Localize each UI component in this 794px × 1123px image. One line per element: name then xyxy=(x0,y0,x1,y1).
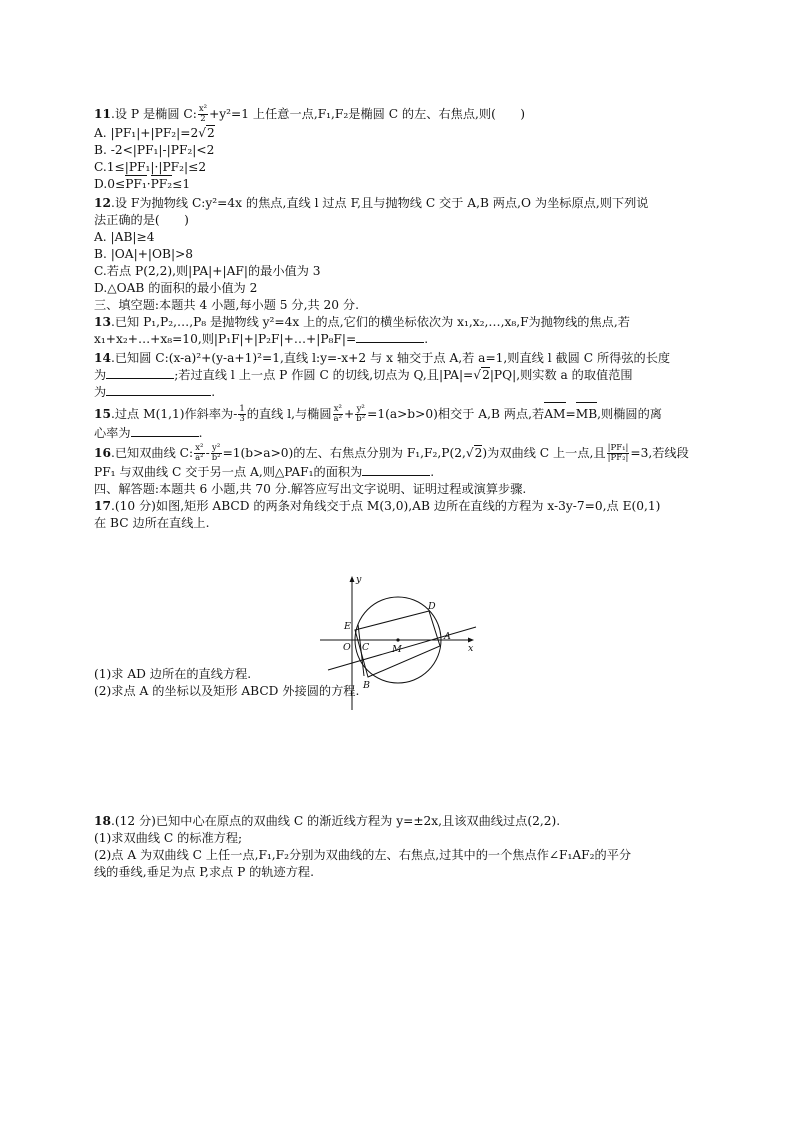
q12-stem-1 xyxy=(94,195,714,212)
q16-d: =3,若线段 xyxy=(630,446,689,460)
q17-line-2: 在 BC 边所在直线上. xyxy=(94,516,210,530)
q14-line-3 xyxy=(94,384,714,401)
q11-frac-den: 2 xyxy=(200,114,206,124)
q11-stem xyxy=(94,103,714,125)
q16-y-fraction xyxy=(211,444,222,463)
q17-line-1 xyxy=(94,498,714,515)
q14-l3a: 为 xyxy=(94,385,107,399)
q17-figure xyxy=(318,572,478,712)
q15-c: =1(a>b>0)相交于 A,B 两点,若 xyxy=(367,407,545,421)
answer-space xyxy=(94,700,714,813)
q16-f2d: b² xyxy=(211,453,221,463)
q14-number: 14 xyxy=(94,351,111,365)
q16-f3n: |PF₁| xyxy=(607,443,629,453)
q13-number: 13 xyxy=(94,315,111,329)
q11-option-c: C.1≤|PF₁|·|PF₂|≤2 xyxy=(94,160,207,174)
q14-line-1-text: .已知圆 C:(x-a)²+(y-a+1)²=1,直线 l:y=-x+2 与 x 轴交于点 A,若 a=1,则直线 l 截圆 C 所得弦的长度 xyxy=(110,351,671,365)
q16-sqrt: 2 xyxy=(474,446,483,460)
q14-l2b: ;若过直线 l 上一点 P 作圆 C 的切线,切点为 Q,且|PA|= xyxy=(174,368,474,382)
q12-stem-2: 法正确的是( ) xyxy=(94,213,189,227)
label-o: O xyxy=(343,642,351,653)
q16-a: .已知双曲线 C: xyxy=(110,446,194,460)
q16-b: =1(b>a>0)的左、右焦点分别为 F₁,F₂,P(2, xyxy=(222,446,466,460)
q14-line-1 xyxy=(94,350,714,367)
q16-answer-blank[interactable] xyxy=(362,464,430,476)
q15-eq: = xyxy=(565,407,576,421)
q13-answer-blank[interactable] xyxy=(356,331,424,343)
label-y: y xyxy=(356,574,362,585)
label-x: x xyxy=(468,643,474,654)
q11-option-d-b: ≤1 xyxy=(172,177,191,191)
q15-vector-am: AM xyxy=(544,403,565,425)
q11-option-d xyxy=(94,176,714,193)
label-d: D xyxy=(428,601,436,612)
q15-end: . xyxy=(198,426,203,440)
q15-plus: + xyxy=(344,407,355,421)
q18-part-2-cont: 线的垂线,垂足为点 P,求点 P 的轨迹方程. xyxy=(94,865,314,879)
q11-dot: · xyxy=(146,177,151,191)
y-axis-arrow xyxy=(350,576,355,582)
q16-f3d: |PF₂| xyxy=(607,453,629,463)
section-3-heading: 三、填空题:本题共 4 小题,每小题 5 分,共 20 分. xyxy=(94,298,359,312)
q13-line-1-text: .已知 P₁,P₂,…,P₈ 是抛物线 y²=4x 上的点,它们的横坐标依次为 x₁,x₂,…,x₈,F为抛物线的焦点,若 xyxy=(110,315,630,329)
q18-number: 18 xyxy=(94,814,111,828)
q11-vector-pf2: PF₂ xyxy=(150,177,173,191)
q15-f2n: x² xyxy=(333,404,342,414)
q18-l1: .(12 分)已知中心在原点的双曲线 C 的渐近线方程为 y=±2x,且该双曲线过点(2,2). xyxy=(110,814,561,828)
section-4-heading: 四、解答题:本题共 6 小题,共 70 分.解答应写出文字说明、证明过程或演算步骤. xyxy=(94,482,527,496)
q12-number: 12 xyxy=(94,196,111,210)
q15-line-2 xyxy=(94,425,714,442)
q15-vector-mb: MB xyxy=(576,403,597,425)
q15-slope-fraction xyxy=(238,405,245,424)
q16-f1d: a² xyxy=(195,453,204,463)
q15-ellipse-y-fraction xyxy=(355,405,366,424)
label-m: M xyxy=(392,644,402,655)
q14-answer-blank-2[interactable] xyxy=(106,384,211,396)
q16-l2: PF₁ 与双曲线 C 交于另一点 A,则△PAF₁的面积为 xyxy=(94,465,363,479)
q16-line-2 xyxy=(94,464,714,481)
q16-c: )为双曲线 C 上一点,且 xyxy=(482,446,606,460)
q16-ratio-fraction xyxy=(607,444,630,463)
q15-d: ,则椭圆的离 xyxy=(597,407,662,421)
q17-number: 17 xyxy=(94,499,111,513)
q17-l1: .(10 分)如图,矩形 ABCD 的两条对角线交于点 M(3,0),AB 边所在直线的方程为 x-3y-7=0,点 E(0,1) xyxy=(110,499,661,513)
label-a: A xyxy=(444,631,451,642)
q14-sqrt: 2 xyxy=(482,368,490,382)
q12-option-d: D.△OAB 的面积的最小值为 2 xyxy=(94,281,258,295)
q14-l2c: |PQ|,则实数 a 的取值范围 xyxy=(489,368,633,382)
q11-option-b: B. -2<|PF₁|-|PF₂|<2 xyxy=(94,143,215,157)
q16-end: . xyxy=(430,465,435,479)
q15-f3n: y² xyxy=(356,404,365,414)
q17-part-1: (1)求 AD 边所在的直线方程. xyxy=(94,667,252,681)
q15-f2d: a² xyxy=(333,414,343,424)
q11-frac-num: x² xyxy=(198,104,208,114)
q15-ellipse-x-fraction xyxy=(333,405,343,424)
q14-l3b: . xyxy=(211,385,216,399)
q16-x-fraction xyxy=(194,444,204,463)
q13-line-1 xyxy=(94,314,714,331)
label-c: C xyxy=(362,642,370,653)
q17-part-2: (2)求点 A 的坐标以及矩形 ABCD 外接圆的方程. xyxy=(94,684,360,698)
q13-line-2-text: x₁+x₂+…+x₈=10,则|P₁F|+|P₂F|+…+|P₈F|= xyxy=(94,332,357,346)
label-b: B xyxy=(363,680,370,691)
q14-l2a: 为 xyxy=(94,368,107,382)
q11-fraction xyxy=(198,105,208,124)
q11-option-a-sqrt: 2 xyxy=(207,126,215,140)
q15-number: 15 xyxy=(94,407,111,421)
q15-answer-blank[interactable] xyxy=(131,425,199,437)
q18-part-1: (1)求双曲线 C 的标准方程; xyxy=(94,831,243,845)
q15-line-1 xyxy=(94,403,714,425)
label-e: E xyxy=(344,621,351,632)
q15-l2: 心率为 xyxy=(94,426,131,440)
q15-f1d: 3 xyxy=(239,414,245,424)
q18-part-2: (2)点 A 为双曲线 C 上任一点,F₁,F₂分别为双曲线的左、右焦点,过其中的一个焦点作∠F₁AF₂的平分 xyxy=(94,848,632,862)
exam-page xyxy=(94,103,714,881)
q16-f1n: x² xyxy=(195,443,204,453)
q11-option-a-text: A. |PF₁|+|PF₂|=2 xyxy=(94,126,199,140)
q11-option-a: A. |PF₁|+|PF₂|=2√2 xyxy=(94,126,215,140)
q12-stem-1-text: .设 F为抛物线 C:y²=4x 的焦点,直线 l 过点 F,且与抛物线 C 交于 A,B 两点,O 为坐标原点,则下列说 xyxy=(110,196,649,210)
q13-end: . xyxy=(424,332,429,346)
q11-stem-a: .设 P 是椭圆 C: xyxy=(110,107,197,121)
q12-option-a: A. |AB|≥4 xyxy=(94,230,155,244)
q14-line-2: 为 ;若过直线 l 上一点 P 作圆 C 的切线,切点为 Q,且|PA|=√2|PQ|,则实数 a 的取值范围 xyxy=(94,368,633,382)
q11-stem-b: +y²=1 上任意一点,F₁,F₂是椭圆 C 的左、右焦点,则( ) xyxy=(209,107,525,121)
q16-number: 16 xyxy=(94,446,111,460)
q11-option-d-a: D.0≤ xyxy=(94,177,126,191)
q15-a: .过点 M(1,1)作斜率为- xyxy=(110,407,238,421)
q12-option-b: B. |OA|+|OB|>8 xyxy=(94,247,194,261)
q14-answer-blank-1[interactable] xyxy=(106,367,174,379)
point-m xyxy=(396,638,399,641)
q18-line-1 xyxy=(94,813,714,830)
q11-vector-pf1: PF₁ xyxy=(125,177,147,191)
q16-line-1: 16.已知双曲线 C: $\frac{\text{x²}}{\text{a²}}$ - $\frac{\text{y²}}{\text{b²}}$ =1(b>a>0)的左、右焦点分别为 F₁,F₂,P(2,√2)为双曲线 C 上一点,且 $\frac{\text{|PF₁|}}{\text{|PF₂|}}$ =3,若线段 xyxy=(94,443,689,463)
q11-number: 11 xyxy=(94,107,111,121)
q13-line-2 xyxy=(94,331,714,348)
q15-f3d: b² xyxy=(356,414,366,424)
q16-f2n: y² xyxy=(212,443,221,453)
q15-b: 的直线 l,与椭圆 xyxy=(246,407,332,421)
q12-option-c: C.若点 P(2,2),则|PA|+|AF|的最小值为 3 xyxy=(94,264,321,278)
x-axis-arrow xyxy=(468,638,474,643)
q16-minus: - xyxy=(205,446,210,460)
q15-f1n: 1 xyxy=(239,404,245,414)
